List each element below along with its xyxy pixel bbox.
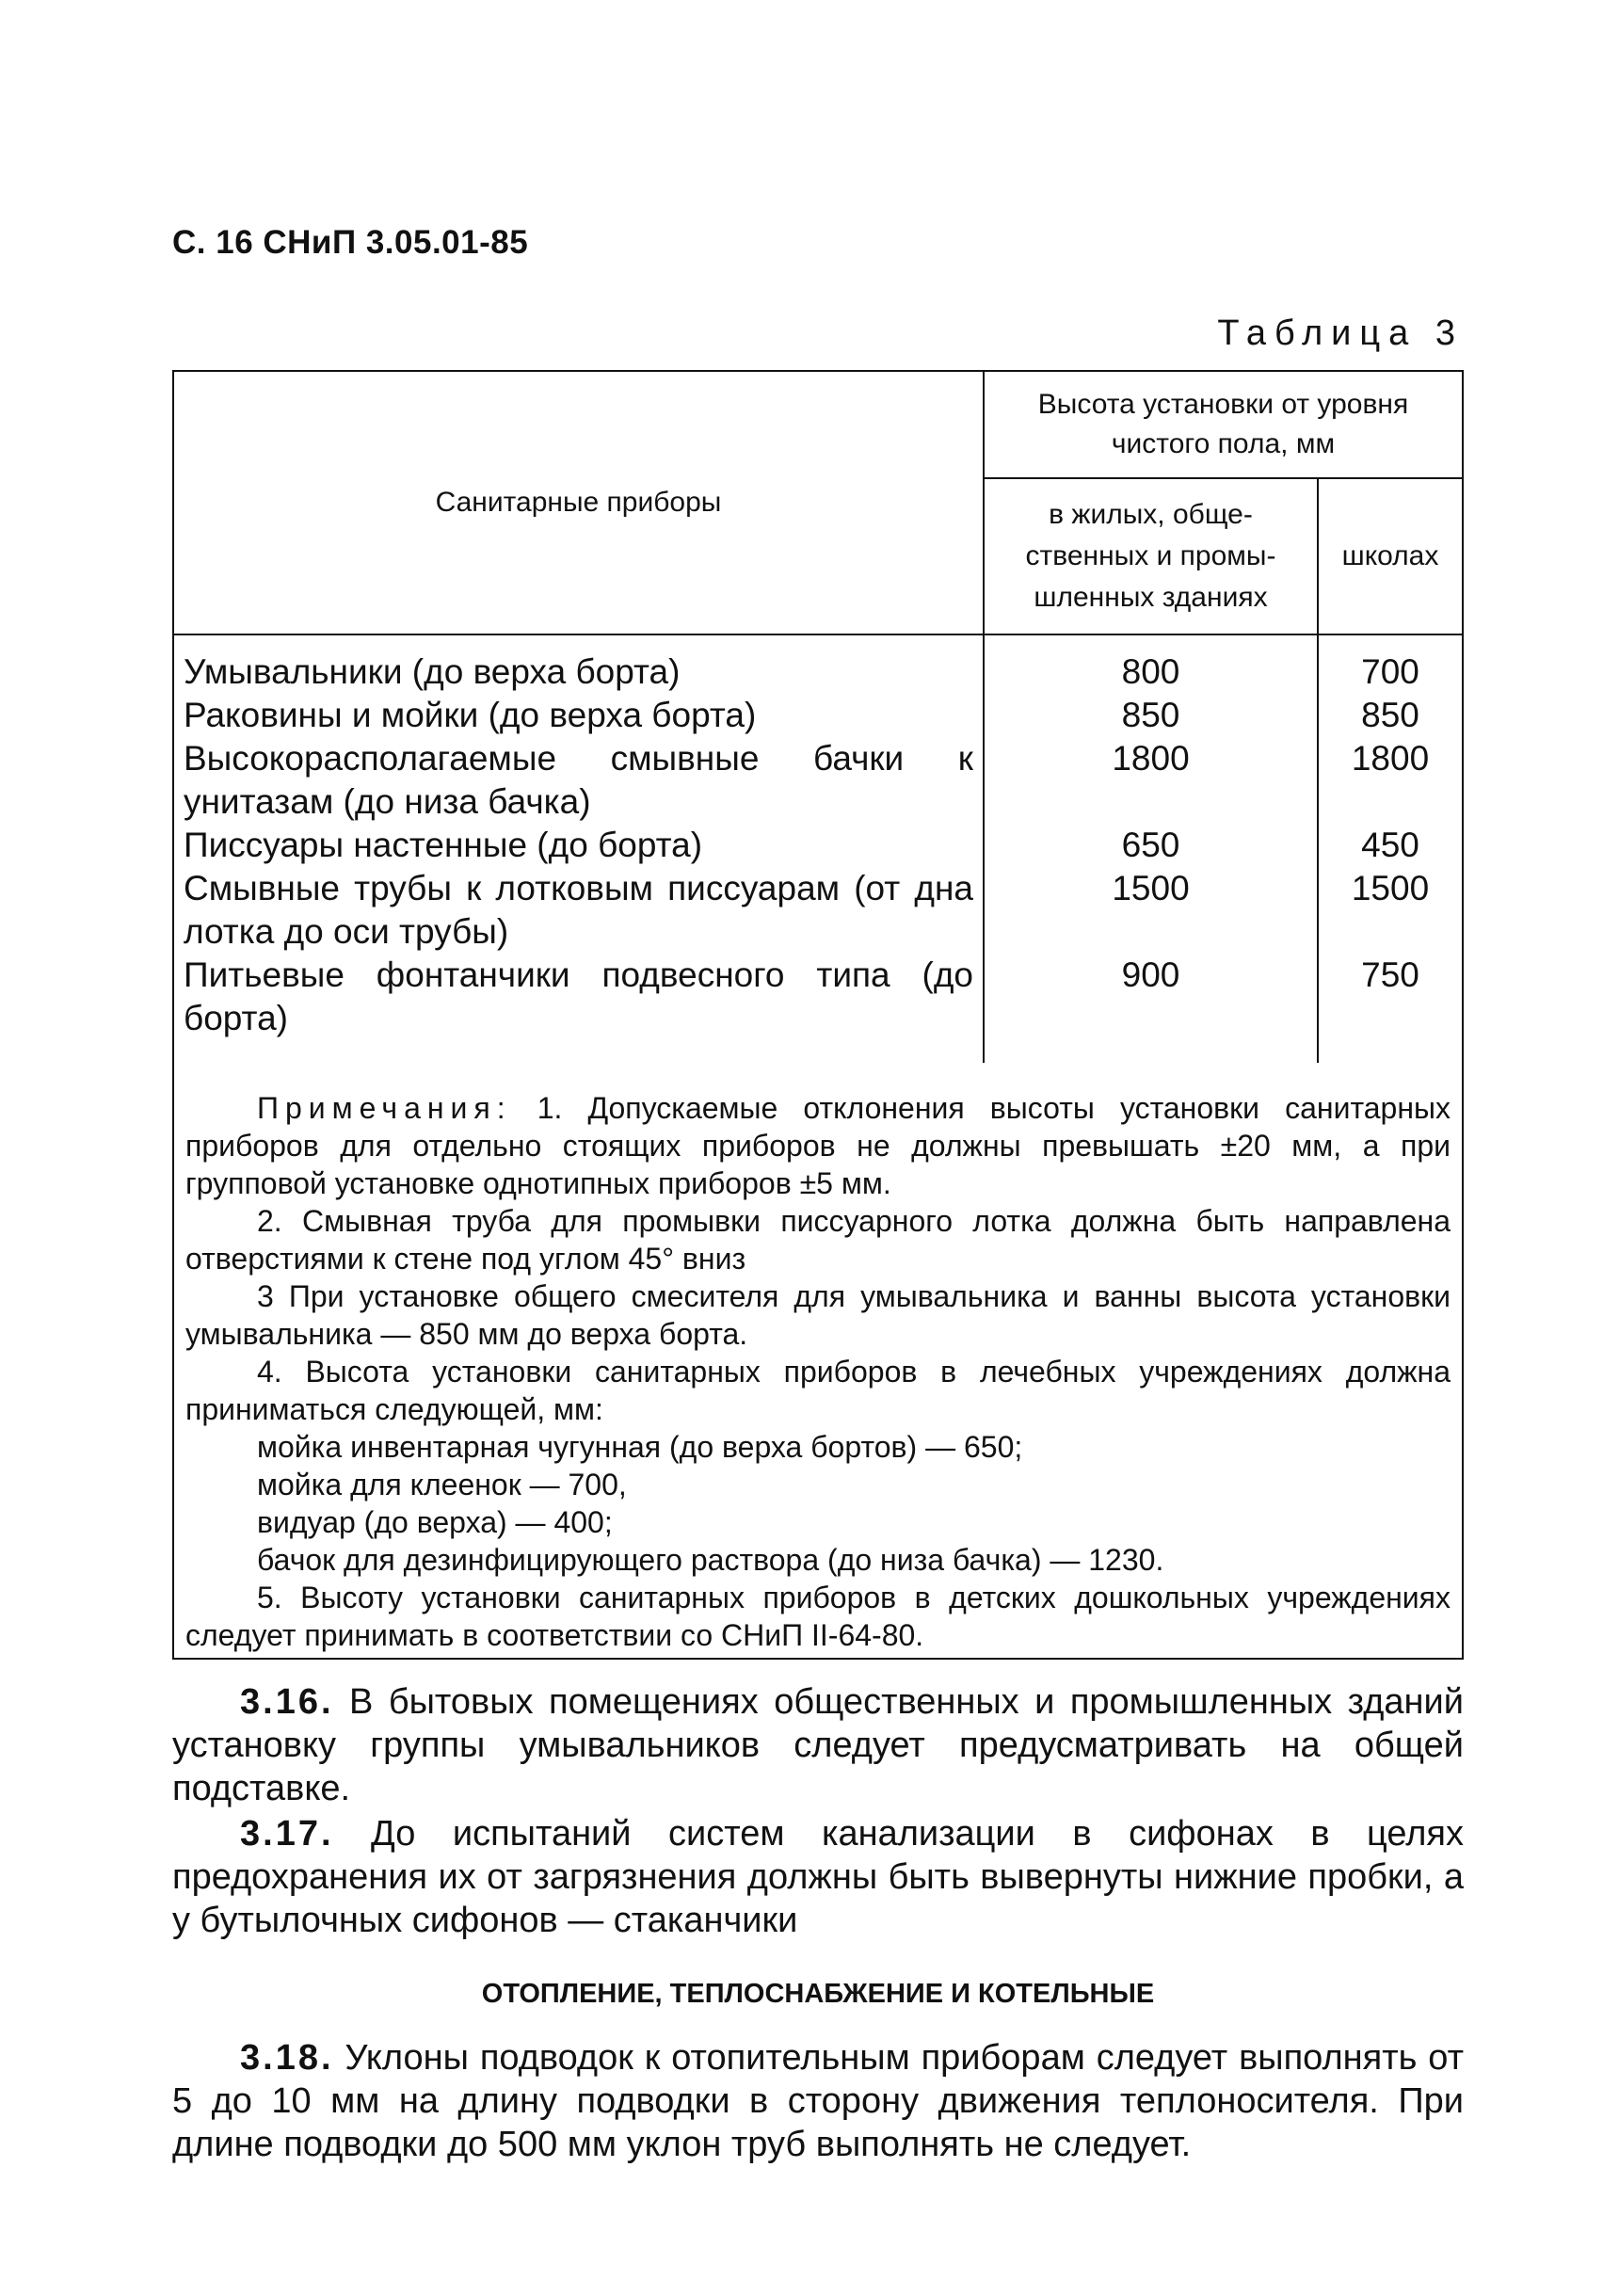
note-1 xyxy=(185,1089,1451,1202)
table-row xyxy=(174,634,1462,694)
clause-text: В бытовых помещениях общественных и промышленных зданий установку группы умывальников следует предусматривать на общей подставке. xyxy=(172,1682,1464,1808)
clause-number: 3.18. xyxy=(240,2038,334,2078)
col-header-fixtures: Санитарные приборы xyxy=(174,372,984,634)
note-4-item: видуар (до верха) — 400; xyxy=(257,1505,613,1539)
col-header-height-group: Высота установки от уровня чистого пола, мм xyxy=(984,372,1462,478)
clause-number: 3.16. xyxy=(240,1682,334,1722)
col-header-schools: школах xyxy=(1318,478,1462,634)
table-row xyxy=(174,694,1462,737)
notes-label: Примечания: xyxy=(257,1091,512,1125)
clause-3-16 xyxy=(172,1680,1464,1810)
table-row xyxy=(174,737,1462,824)
sanitary-heights-table xyxy=(174,372,1462,1063)
row-school-value: 750 xyxy=(1361,955,1419,994)
page-header: С. 16 СНиП 3.05.01-85 xyxy=(172,224,529,261)
row-residential-value: 850 xyxy=(984,694,1318,737)
section-heading: ОТОПЛЕНИЕ, ТЕПЛОСНАБЖЕНИЕ И КОТЕЛЬНЫЕ xyxy=(481,1979,1155,2009)
note-3: 3 При установке общего смесителя для умывальника и ванны высота установки умывальника — 850 мм до верха борта. xyxy=(185,1279,1451,1351)
row-school-value: 1800 xyxy=(1351,739,1430,778)
table-3 xyxy=(172,370,1464,1660)
clause-number: 3.17. xyxy=(240,1814,334,1854)
note-5: 5. Высоту установки санитарных приборов в детских дошкольных учреждениях следует принимать в соответствии со СНиП II-64-80. xyxy=(185,1581,1451,1652)
table-caption: Таблица 3 xyxy=(1217,313,1464,353)
table-notes xyxy=(174,1063,1462,1654)
table-row xyxy=(174,824,1462,867)
row-name: Высокорасполагаемые смывные бачки к унитазам (до низа бачка) xyxy=(174,737,984,824)
clause-text: До испытаний систем канализации в сифонах в целях предохранения их от загрязнения должны быть вывернуты нижние пробки, а у бутылочных сифонов — стаканчики xyxy=(172,1814,1464,1940)
row-name: Раковины и мойки (до верха борта) xyxy=(174,694,984,737)
row-residential-value: 900 xyxy=(984,954,1318,1063)
table-row xyxy=(174,867,1462,954)
row-name: Писсуары настенные (до борта) xyxy=(174,824,984,867)
row-name: Смывные трубы к лотковым писсуарам (от дна лотка до оси трубы) xyxy=(174,867,984,954)
table-row xyxy=(174,954,1462,1063)
note-4: 4. Высота установки санитарных приборов в лечебных учреждениях должна приниматься следующей, мм: xyxy=(185,1355,1451,1426)
note-4-item: мойка для клеенок — 700, xyxy=(257,1468,627,1501)
row-name: Умывальники (до верха борта) xyxy=(174,634,984,694)
clause-text: Уклоны подводок к отопительным приборам следует выполнять от 5 до 10 мм на длину подводки в сторону движения теплоносителя. При длине подводки до 500 мм уклон труб выполнять не следует. xyxy=(172,2038,1464,2164)
row-residential-value: 800 xyxy=(984,634,1318,694)
row-residential-value: 650 xyxy=(984,824,1318,867)
note-1-text: 1. Допускаемые отклонения высоты установки санитарных приборов для отдельно стоящих приборов не должны превышать ±20 мм, а при групповой установке однотипных приборов ±5 мм. xyxy=(185,1091,1451,1200)
note-2: 2. Смывная труба для промывки писсуарного лотка должна быть направлена отверстиями к стене под углом 45° вниз xyxy=(185,1204,1451,1276)
row-name: Питьевые фонтанчики подвесного типа (до борта) xyxy=(174,954,984,1063)
note-4-item: мойка инвентарная чугунная (до верха бортов) — 650; xyxy=(257,1430,1023,1464)
row-school-value: 1500 xyxy=(1351,869,1430,907)
clause-3-18 xyxy=(172,2036,1464,2166)
row-school-value: 850 xyxy=(1361,696,1419,734)
col-header-residential: в жилых, обще-ственных и промы-шленных зданиях xyxy=(984,478,1318,634)
row-school-value: 700 xyxy=(1361,652,1419,691)
row-school-value: 450 xyxy=(1361,826,1419,864)
row-residential-value: 1500 xyxy=(984,867,1318,954)
clause-3-17 xyxy=(172,1812,1464,1942)
row-residential-value: 1800 xyxy=(984,737,1318,824)
note-4-item: бачок для дезинфицирующего раствора (до низа бачка) — 1230. xyxy=(257,1543,1164,1577)
